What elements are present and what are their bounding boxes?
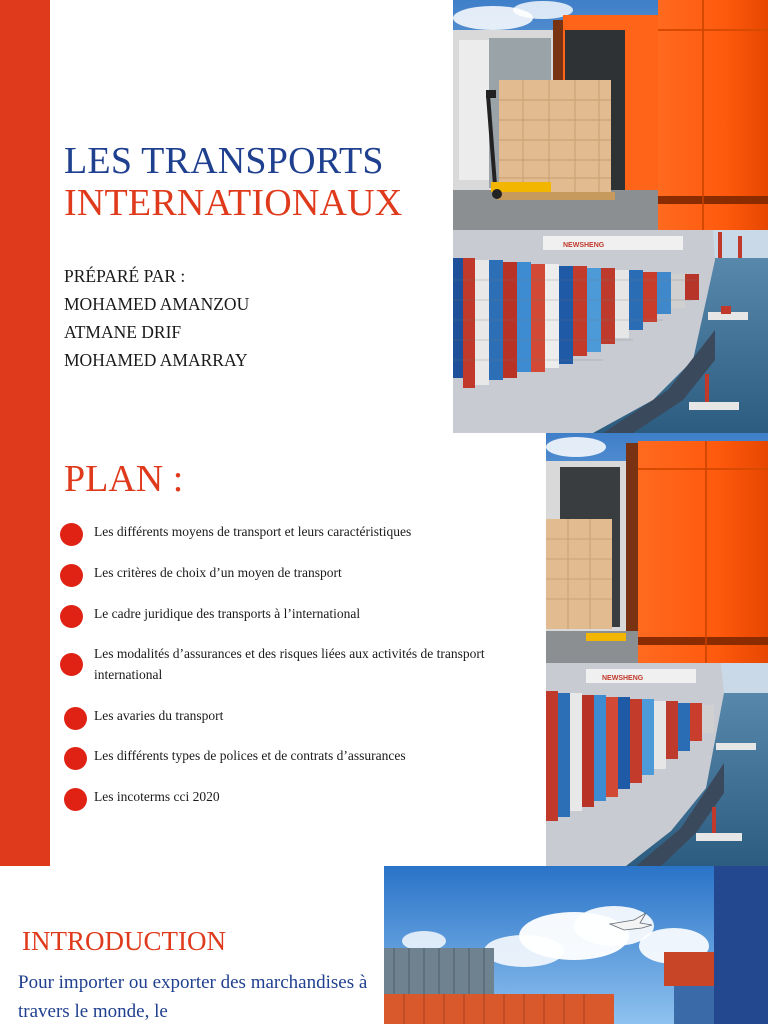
list-item [60,562,342,583]
list-item-text: Les différents moyens de transport et leurs caractéristiques [94,524,412,539]
plan-slide [0,433,768,866]
authors-block [64,262,249,374]
list-item [60,786,220,807]
prepared-by-label: PRÉPARÉ PAR : [64,266,186,286]
title-line-2: INTERNATIONAUX [64,182,403,224]
list-item [60,521,411,542]
truck-loading-photo [453,0,768,230]
introduction-text: Pour importer ou exporter des marchandises à travers le monde, le [18,972,368,1022]
truck-loading-photo [546,433,768,663]
container-ship-photo [546,663,768,866]
list-item-text: Les critères de choix d’un moyen de transport [94,565,342,580]
cargo-plane-photo [384,866,714,1024]
accent-bar [0,0,50,433]
title-slide [0,0,768,433]
list-item-text: Le cadre juridique des transports à l’international [94,606,361,621]
author-name: ATMANE DRIF [64,322,182,342]
container-ship-photo [453,230,768,433]
list-item-text: Les incoterms cci 2020 [94,789,220,804]
introduction-slide [0,866,768,1024]
svg-text:NEWSHENG: NEWSHENG [602,675,644,682]
author-name: MOHAMED AMANZOU [64,294,250,314]
plan-title: PLAN : [64,458,184,500]
list-item-text: Les modalités d’assurances et des risques liées aux activités de transport international [94,646,485,682]
svg-text:NEWSHENG: NEWSHENG [563,242,605,249]
title-line-1: LES TRANSPORTS [64,140,384,182]
author-name: MOHAMED AMARRAY [64,350,248,370]
presentation-title [64,140,402,224]
list-item [60,643,520,685]
accent-bar [0,433,50,866]
list-item-text: Les différents types de polices et de contrats d’assurances [94,748,406,763]
bullet-icon [64,747,87,770]
bullet-icon [64,707,87,730]
list-item [60,603,360,624]
list-item [60,705,223,726]
side-blue-bar [714,866,768,1024]
list-item-text: Les avaries du transport [94,708,224,723]
bullet-icon [60,653,83,676]
bullet-icon [60,605,83,628]
bullet-icon [60,564,83,587]
introduction-title: INTRODUCTION [22,926,226,956]
bullet-icon [60,523,83,546]
bullet-icon [64,788,87,811]
list-item [60,745,406,766]
